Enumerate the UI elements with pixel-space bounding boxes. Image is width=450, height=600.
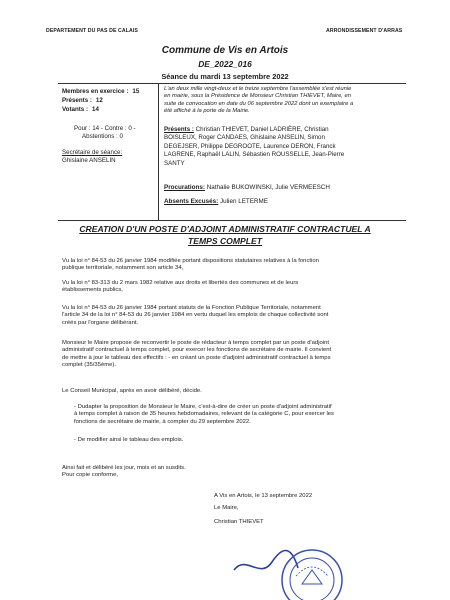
absents-label: Absents Excusés: bbox=[164, 198, 219, 205]
header-divider bbox=[58, 83, 406, 84]
intro-line: suite de convocation en date du 06 septembre 2022 dont un exemplaire a bbox=[164, 100, 354, 107]
votants-count: 14 bbox=[92, 106, 99, 113]
session-date: Séance du mardi 13 septembre 2022 bbox=[161, 72, 289, 81]
stamp-inner-ring bbox=[290, 558, 334, 600]
stamp-emblem bbox=[302, 570, 322, 584]
abstentions: Abstentions : 0 bbox=[82, 133, 123, 140]
decision-bullet-table: - De modifier ainsi le tableau des emplois. bbox=[74, 437, 184, 443]
intro-line: en mairie, sous la Présidence de Monsieur Christian THIEVET, Maire, en bbox=[164, 93, 351, 100]
signature-name: Christian THIEVET bbox=[214, 519, 264, 525]
presents-label: Présents : bbox=[164, 126, 194, 133]
presents-line: SANTY bbox=[164, 159, 185, 167]
commune-title: Commune de Vis en Artois bbox=[161, 45, 289, 56]
procurations-names: Nathalie BUKOWINSKI, Julie VERMEESCH bbox=[206, 184, 330, 191]
presents-line: DEGEJSER, Philippe DEGROOTE, Laurence DERON, Franck bbox=[164, 142, 336, 150]
secretary-name: Ghislaine ANSELIN bbox=[62, 157, 116, 164]
arrondissement-header: ARRONDISSEMENT D'ARRAS bbox=[326, 28, 403, 34]
column-divider bbox=[158, 84, 159, 220]
paragraph-decision: Le Conseil Municipal, après en avoir délibéré, décide. bbox=[62, 388, 202, 394]
absents-row bbox=[164, 198, 268, 205]
presents-row bbox=[62, 97, 103, 104]
votants-row bbox=[62, 106, 99, 113]
procurations-label: Procurations: bbox=[164, 184, 205, 191]
presents-line: Présents : Christian THIEVET, Daniel LADRIÈRE, Christian bbox=[164, 126, 329, 133]
presents-line: BOISLEUX, Roger CANDAES, Ghislaine ANSELIN, Simon bbox=[164, 134, 325, 142]
session-intro bbox=[164, 86, 404, 115]
paragraph-proposition: Monsieur le Maire propose de reconvertir le poste de rédacteur à temps complet par un poste d'adjoint administratif contractuel à temps complet, pour exercer les fonctions de secrétaire de mairie. Il convient de mettre à jour le tableau des effectifs : - en créant un poste d'adjoint administratif contractuel à temps complet (35/35ème). bbox=[62, 340, 332, 368]
paragraph-loi-83-313: Vu la loi n° 83-313 du 2 mars 1982 relative aux droits et libertés des communes et de leurs établissements publics, bbox=[62, 280, 299, 294]
department-header: DEPARTEMENT DU PAS DE CALAIS bbox=[46, 28, 138, 34]
deliberation-reference: DE_2022_016 bbox=[198, 59, 252, 69]
mayor-stamp-and-signature bbox=[232, 540, 344, 600]
absents-names: Julien LETERME bbox=[220, 198, 268, 205]
intro-line: été affiché à la porte de la Mairie. bbox=[164, 107, 250, 114]
presents-line: LAGRENE, Raphaël LALIN, Sébastien ROUSSELLE, Jean-Pierre bbox=[164, 151, 345, 159]
stamp-lettering-arc bbox=[296, 567, 328, 576]
closing-text: Ainsi fait et délibéré les jour, mois et an susdits. Pour copie conforme, bbox=[62, 465, 186, 479]
signature-place-date: A Vis en Artois, le 13 septembre 2022 bbox=[214, 493, 313, 499]
membres-label: Membres en exercice : bbox=[62, 88, 129, 95]
presents-count: 12 bbox=[95, 97, 103, 104]
membres-row bbox=[62, 88, 139, 95]
presents-count-label: Présents : bbox=[62, 97, 92, 104]
decision-bullet-create: - Dudapter la proposition de Monsieur le Maire, c'est-à-dire de créer un poste d'adjoint administratif à temps complet à raison de 35 heures hebdomadaires, relevant de la catégorie C, pour exercer les fonctions de secrétaire de mairie, à compter du 29 septembre 2022. bbox=[74, 404, 334, 425]
membres-count: 15 bbox=[132, 88, 140, 95]
paragraph-loi-84-53: Vu la loi n° 84-53 du 26 janvier 1984 modifiée portant dispositions statutaires relatives à la fonction publique territoriale, notamment son article 34, bbox=[62, 258, 319, 272]
votants-label: Votants : bbox=[62, 106, 89, 113]
presents-list bbox=[164, 126, 404, 168]
vote-result: Pour : 14 - Contre : 0 - bbox=[74, 125, 136, 132]
body-divider bbox=[58, 220, 406, 221]
procurations-row bbox=[164, 184, 330, 191]
deliberation-title: CREATION D'UN POSTE D'ADJOINT ADMINISTRATIF CONTRACTUEL A TEMPS COMPLET bbox=[79, 224, 371, 246]
signature-role: Le Maire, bbox=[214, 505, 239, 511]
secretary-label: Secrétaire de séance: bbox=[62, 149, 123, 156]
paragraph-statuts: Vu la loi n° 84-53 du 26 janvier 1984 portant statuts de la Fonction Publique Territoriale, notamment l'article 34 de la loi n° 84-53 du 26 janvier 1984 en vertu duquel les emplois de chaque collectivité sont créés par l'organe délibérant. bbox=[62, 305, 329, 326]
signature-stroke bbox=[234, 551, 298, 570]
intro-line: L'an deux mille vingt-deux et le treize septembre l'assemblée s'est réunie bbox=[164, 86, 352, 92]
